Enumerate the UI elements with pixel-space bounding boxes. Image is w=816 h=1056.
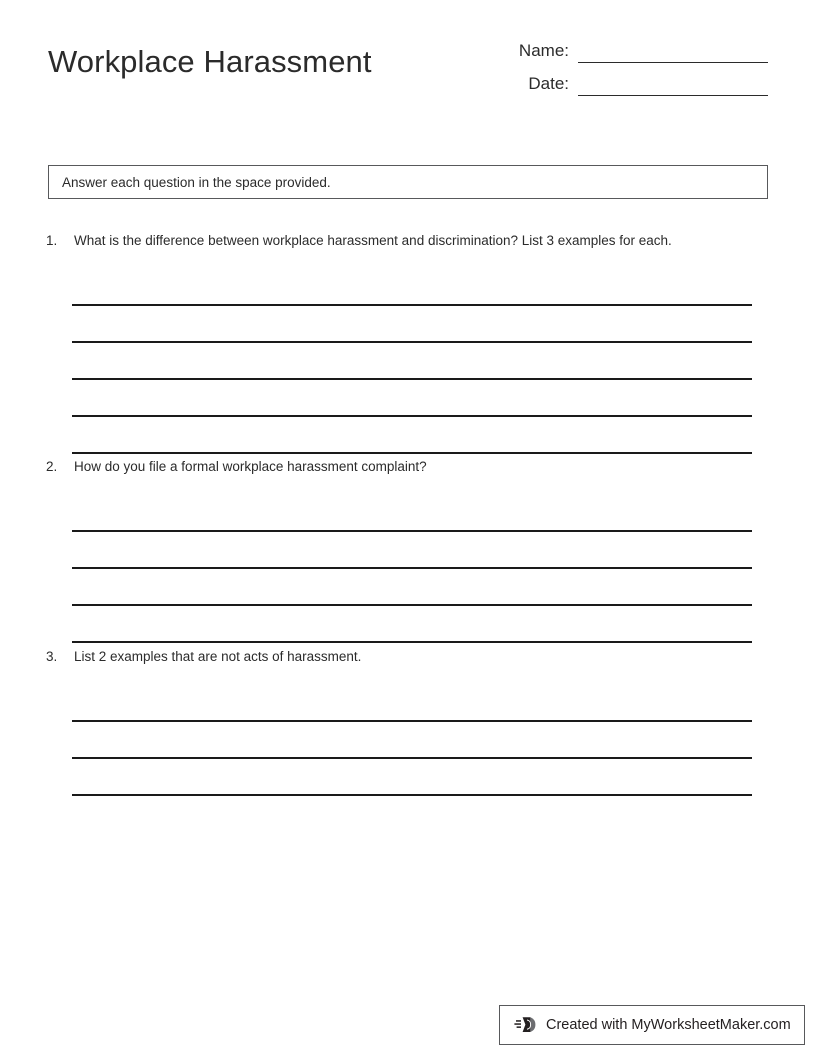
date-input-line[interactable] [578,73,768,96]
name-field-label: Name: [518,41,569,60]
footer-attribution-text: Created with MyWorksheetMaker.com [546,1017,791,1033]
question-2-heading [46,458,770,476]
worksheet-maker-logo-icon [514,1013,538,1037]
answer-line-space[interactable] [72,569,752,604]
question-1-number: 1. [46,233,58,248]
answer-line-space[interactable] [72,759,752,794]
question-2 [46,458,770,643]
instruction-box [48,165,768,199]
question-3-heading [46,648,770,666]
footer-attribution-badge[interactable] [499,1005,805,1045]
question-3-answer-area[interactable] [72,685,770,796]
question-3 [46,648,770,796]
answer-line-space[interactable] [72,532,752,567]
answer-line-space[interactable] [72,606,752,641]
answer-line-space[interactable] [72,685,752,720]
page-title: Workplace Harassment [48,44,372,79]
answer-line-space[interactable] [72,343,752,378]
name-input-line[interactable] [578,40,768,63]
question-3-text: List 2 examples that are not acts of harassment. [74,649,362,664]
name-field-row [498,40,768,73]
answer-line-space[interactable] [72,269,752,304]
answer-line-space[interactable] [72,380,752,415]
question-2-text: How do you file a formal workplace harassment complaint? [74,459,427,474]
answer-rule [72,641,752,643]
question-1-answer-area[interactable] [72,269,770,454]
date-field-row [498,73,768,106]
answer-line-space[interactable] [72,722,752,757]
date-field-label: Date: [528,74,569,93]
instruction-text: Answer each question in the space provided. [62,174,331,190]
name-date-fields [498,40,768,106]
question-3-number: 3. [46,649,58,664]
answer-rule [72,452,752,454]
question-1-heading [46,232,770,250]
worksheet-header [48,40,768,130]
question-2-answer-area[interactable] [72,495,770,643]
answer-line-space[interactable] [72,495,752,530]
answer-rule [72,794,752,796]
answer-line-space[interactable] [72,306,752,341]
question-1-text: What is the difference between workplace harassment and discrimination? List 3 examples for each. [74,233,672,248]
question-1 [46,232,770,454]
question-2-number: 2. [46,459,58,474]
answer-line-space[interactable] [72,417,752,452]
